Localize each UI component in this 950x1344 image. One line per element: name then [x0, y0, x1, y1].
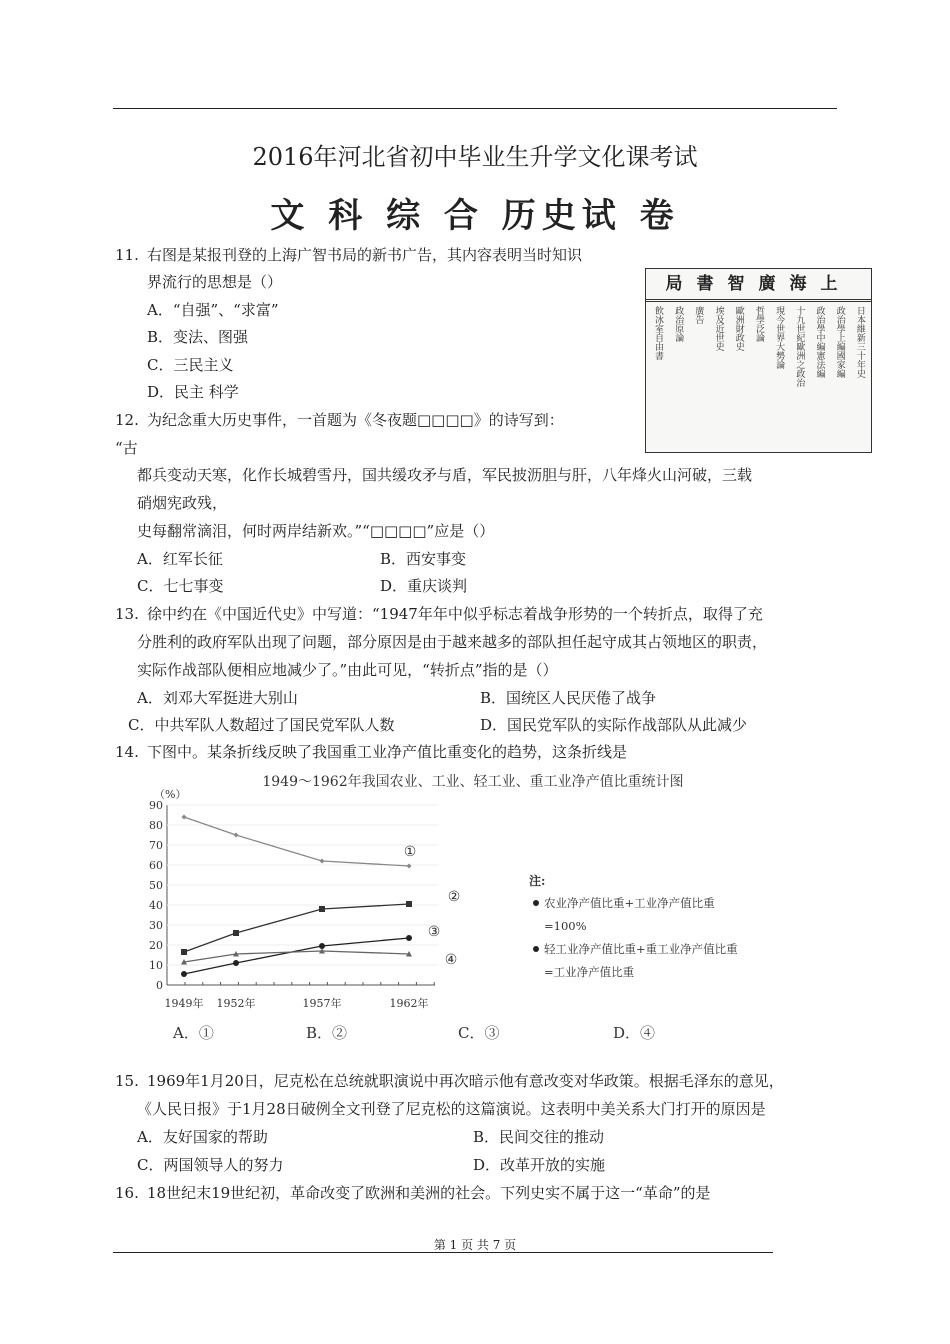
q12-option-c: C．七七事变 [137, 577, 224, 595]
y-tick-label: 30 [149, 919, 163, 932]
q11-number: 11. [115, 246, 139, 264]
y-tick-label: 10 [149, 959, 163, 972]
q14-option-d: D．④ [613, 1024, 656, 1042]
q12-number: 12. [115, 411, 139, 429]
q13-number: 13. [115, 605, 139, 623]
note-item: 农业净产值比重+工业净产值比重 [544, 896, 715, 910]
series-label: ① [403, 844, 417, 860]
ad-book-list [646, 302, 871, 450]
q12-text: “古 [115, 439, 138, 457]
q15-text: 《人民日报》于1月28日破例全文刊登了尼克松的这篇演说。这表明中美关系大门打开的原因是 [137, 1100, 766, 1118]
q15-option-a: A．友好国家的帮助 [137, 1128, 268, 1146]
data-point [406, 935, 412, 941]
q11-option-c: C．三民主义 [147, 356, 234, 374]
note-item: 轻工业净产值比重+重工业净产值比重 [544, 942, 738, 956]
q16-number: 16. [115, 1184, 139, 1202]
q13-option-d: D．国民党军队的实际作战部队从此减少 [480, 716, 748, 734]
paper-title: 文 科 综 合 历史试 卷 [270, 196, 680, 236]
data-point [320, 859, 325, 864]
q13-text: 分胜利的政府军队出现了问题，部分原因是由于越来越多的部队担任起守成其占领地区的职责， [137, 633, 768, 651]
note-bullet-icon [533, 900, 539, 906]
ad-book-title: 政治學上編國家編 [834, 306, 845, 378]
q11-text: 界流行的思想是（） [147, 273, 283, 291]
page-number: 第 1 页 共 7 页 [433, 1238, 517, 1252]
data-point [406, 901, 412, 907]
q12-text: 史每翻常滴泪，何时两岸结新欢。”“□□□□”应是（） [137, 522, 495, 540]
q14-text: 下图中。某条折线反映了我国重工业净产值比重变化的趋势，这条折线是 [147, 743, 628, 761]
q14-option-b: B．② [306, 1024, 348, 1042]
q12-option-d: D．重庆谈判 [380, 577, 468, 595]
x-tick-label: 1949年 [164, 997, 204, 1010]
newspaper-ad-image [645, 268, 872, 453]
note-label: 注: [529, 874, 546, 888]
q11-option-b: B．变法、图强 [147, 328, 249, 346]
net-output-line-chart [148, 768, 798, 1053]
q11-option-d: D．民主 科学 [147, 383, 239, 401]
q13-option-a: A．刘邓大军挺进大别山 [137, 689, 298, 707]
bottom-rule [113, 1252, 773, 1253]
chart-title: 1949～1962年我国农业、工业、轻工业、重工业净产值比重统计图 [262, 774, 684, 790]
q12-text: 硝烟宪政残， [137, 494, 228, 512]
note-item: =工业净产值比重 [544, 965, 635, 979]
ad-book-title: 哲學泛論 [753, 306, 764, 342]
series-label: ② [447, 889, 461, 905]
y-tick-label: 90 [149, 799, 163, 812]
y-tick-label: 50 [149, 879, 163, 892]
data-point [407, 864, 412, 869]
q14-option-c: C．③ [458, 1024, 500, 1042]
y-tick-label: 60 [149, 859, 163, 872]
q15-text: 1969年1月20日，尼克松在总统就职演说中再次暗示他有意改变对华政策。根据毛泽东的意见， [147, 1072, 784, 1090]
exam-title: 2016年河北省初中毕业生升学文化课考试 [252, 143, 698, 171]
data-point [234, 833, 239, 838]
ad-book-title: 埃及近世史 [713, 306, 724, 351]
q13-text: 实际作战部队便相应地减少了。”由此可见，“转折点”指的是（） [137, 661, 558, 679]
y-tick-label: 0 [156, 979, 163, 992]
ad-book-title: 十九世紀歐洲之政治 [794, 306, 805, 387]
q16-text: 18世纪末19世纪初，革命改变了欧洲和美洲的社会。下列史实不属于这一“革命”的是 [147, 1184, 711, 1202]
q13-text: 徐中约在《中国近代史》中写道：“1947年年中似乎标志着战争形势的一个转折点，取得了充 [147, 605, 763, 623]
data-point [182, 815, 187, 820]
series-line [184, 951, 409, 962]
y-tick-label: 80 [149, 819, 163, 832]
q12-text: 都兵变动天寒，化作长城碧雪丹，国共缓攻矛与盾，军民披沥胆与肝，八年烽火山河破，三载 [137, 466, 753, 484]
ad-heading: 上海廣智書局 [646, 269, 871, 302]
data-point [233, 930, 239, 936]
ad-book-title: 飲冰室自由書 [653, 306, 663, 360]
ad-book-title: 政治學中編憲法編 [814, 306, 825, 378]
series-line [184, 938, 409, 974]
ad-book-title: 政治原論 [673, 306, 684, 342]
y-tick-label: 40 [149, 899, 163, 912]
q11-option-a: A．“自强”、“求富” [147, 301, 279, 319]
ad-book-title: 歐洲財政史 [733, 306, 744, 351]
q13-option-c: C．中共军队人数超过了国民党军队人数 [128, 716, 395, 734]
q15-number: 15. [115, 1072, 139, 1090]
x-tick-label: 1952年 [216, 997, 256, 1010]
q13-option-b: B．国统区人民厌倦了战争 [480, 689, 657, 707]
q12-option-b: B．西安事变 [380, 550, 467, 568]
ad-book-title: 廣告 [693, 306, 704, 324]
series-line [184, 817, 409, 866]
q11-text: 右图是某报刊登的上海广智书局的新书广告，其内容表明当时知识 [147, 246, 583, 264]
data-point [233, 960, 239, 966]
y-axis-label: （%） [154, 788, 187, 801]
x-tick-label: 1962年 [389, 997, 429, 1010]
data-point [181, 971, 187, 977]
ad-book-title: 現今世界大勢論 [774, 306, 785, 369]
data-point [319, 906, 325, 912]
series-label: ④ [444, 952, 458, 968]
data-point [181, 949, 187, 955]
x-tick-label: 1957年 [302, 997, 342, 1010]
q15-option-d: D．改革开放的实施 [473, 1156, 606, 1174]
top-rule [113, 108, 837, 109]
q15-option-b: B．民间交往的推动 [473, 1128, 605, 1146]
chart-series [181, 815, 460, 978]
q14-option-a: A．① [173, 1024, 214, 1042]
note-item: =100% [544, 919, 587, 933]
series-label: ③ [427, 924, 441, 940]
note-bullet-icon [533, 946, 539, 952]
q14-number: 14. [115, 743, 139, 761]
y-tick-label: 70 [149, 839, 163, 852]
q12-option-a: A．红军长征 [137, 550, 223, 568]
q12-text: 为纪念重大历史事件，一首题为《冬夜题□□□□》的诗写到： [147, 411, 564, 429]
q15-option-c: C．两国领导人的努力 [137, 1156, 284, 1174]
y-tick-label: 20 [149, 939, 163, 952]
ad-book-title: 日本維新三十年史 [854, 306, 865, 378]
